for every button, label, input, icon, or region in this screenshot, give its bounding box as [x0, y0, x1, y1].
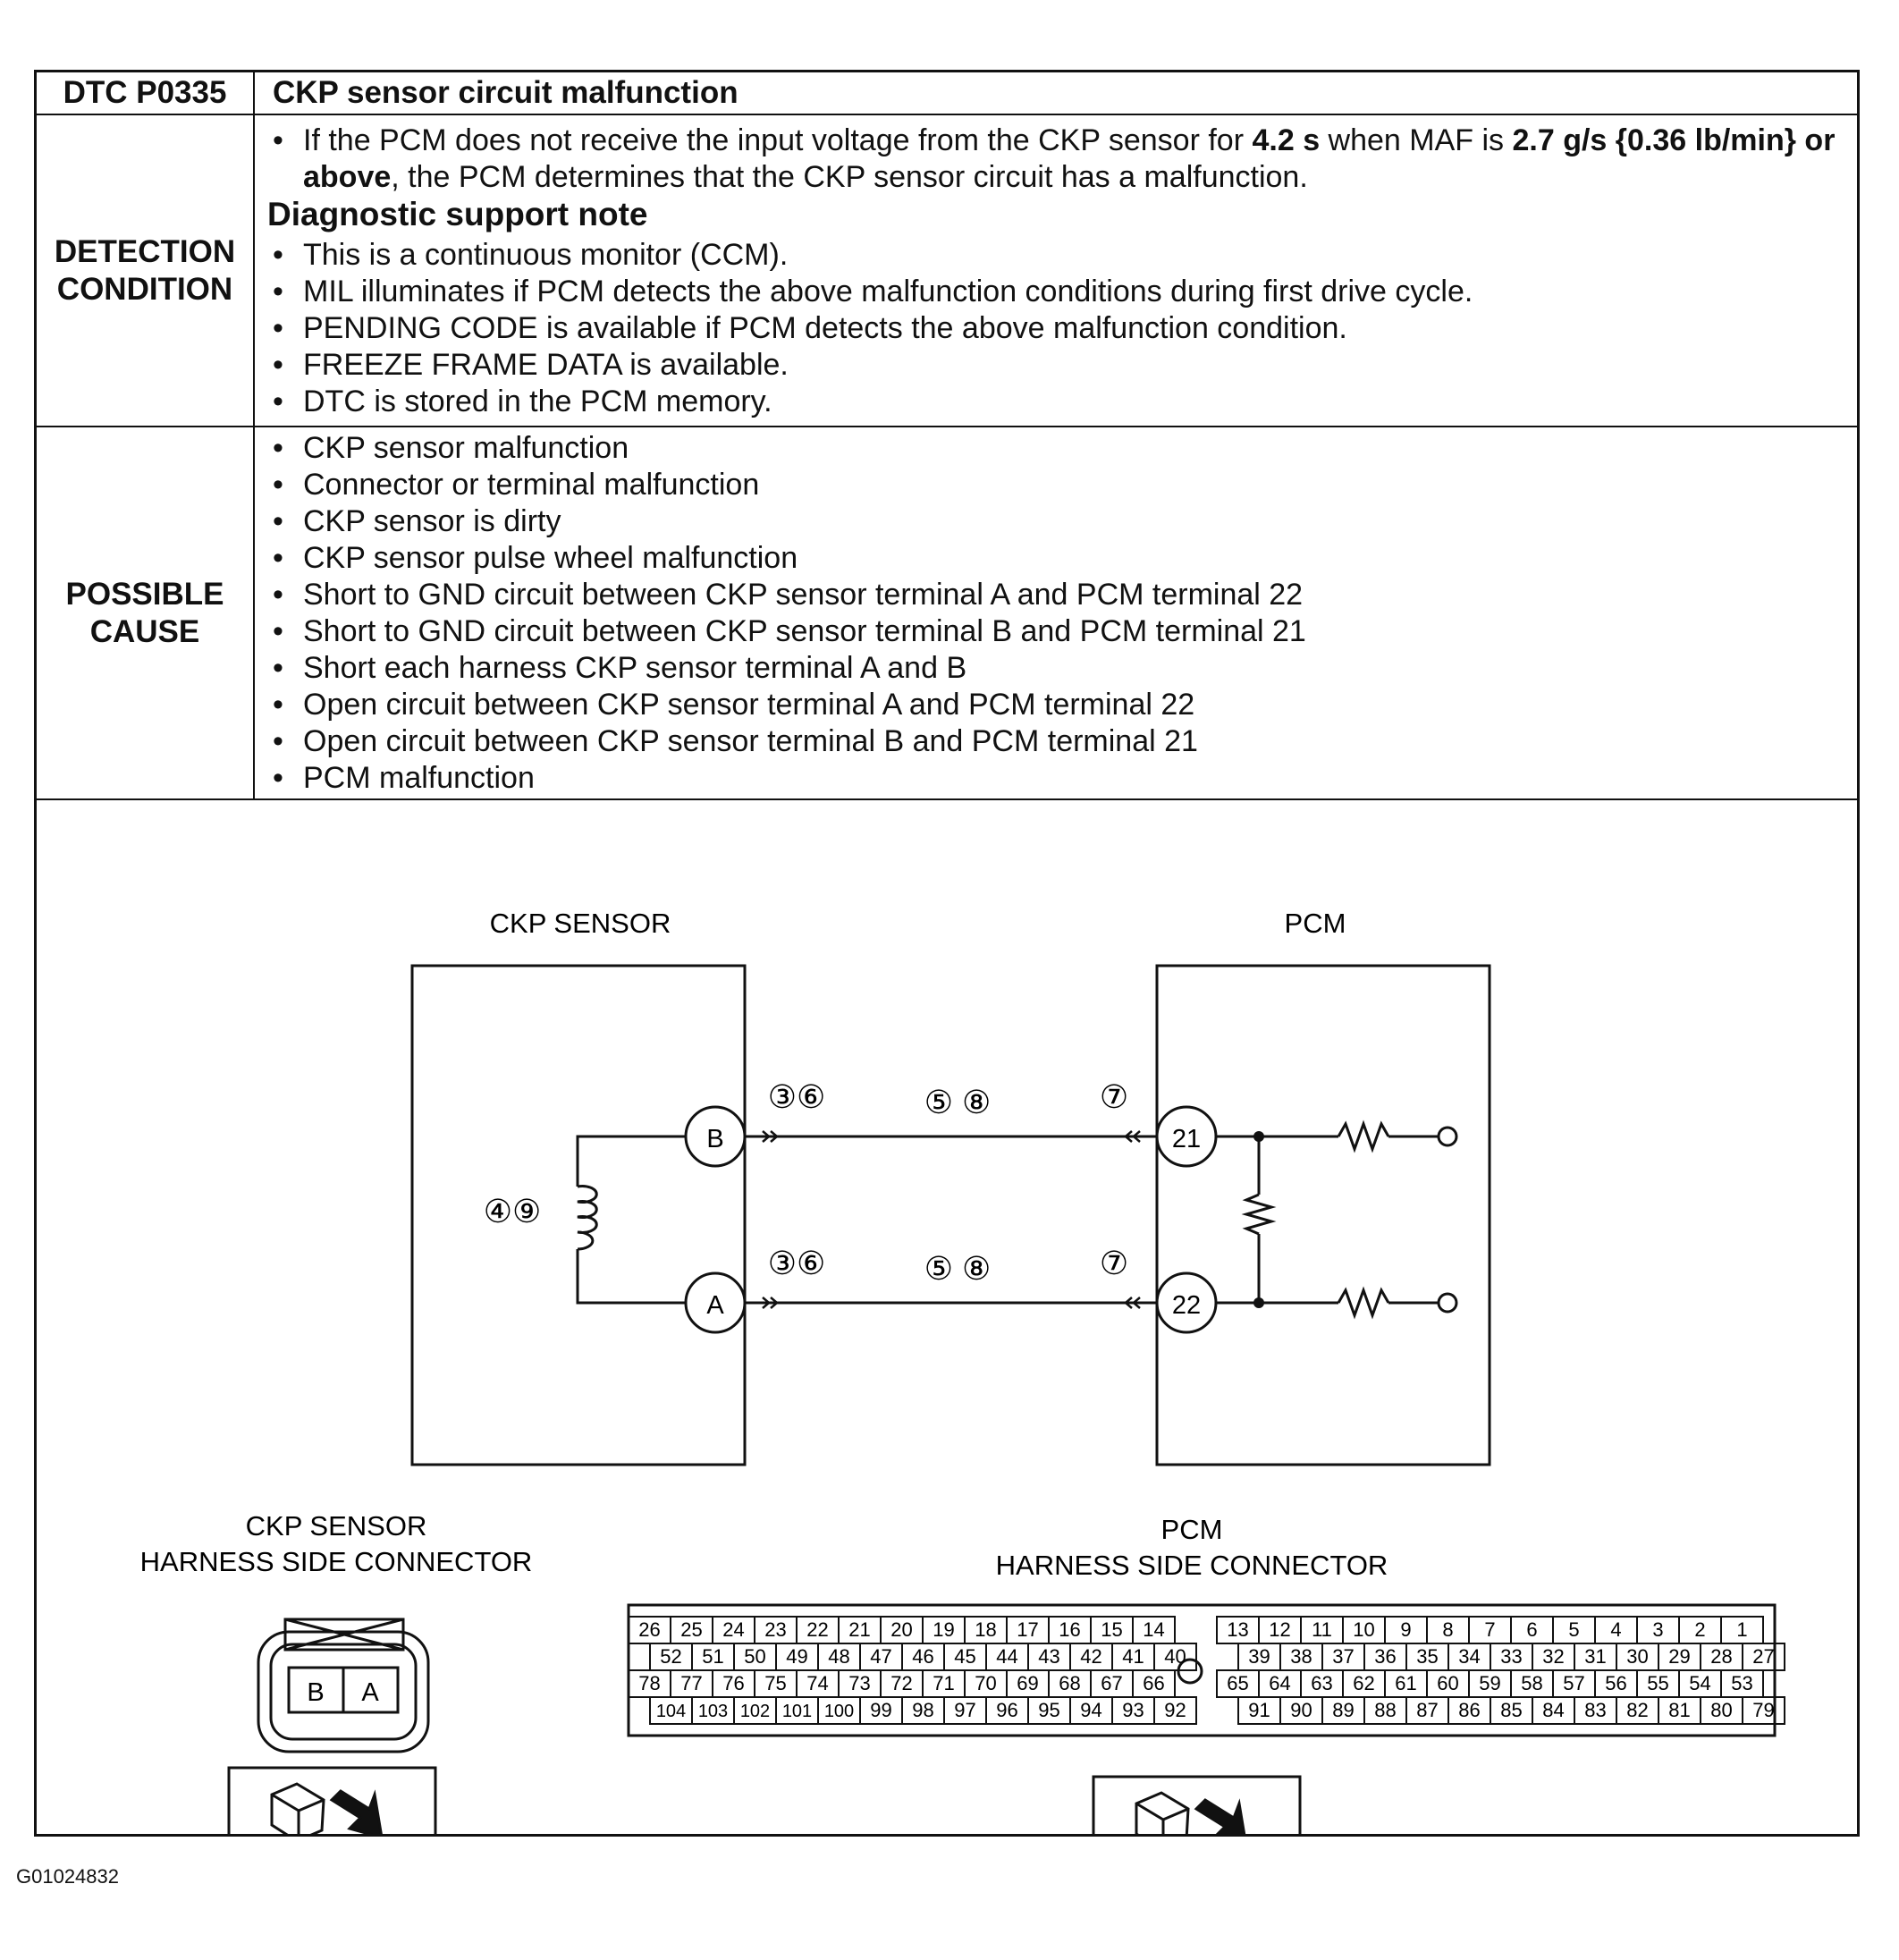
pcm-pin-label: 47: [870, 1645, 892, 1668]
ckp-connector-title: CKP SENSOR: [245, 1510, 427, 1542]
pcm-pin-label: 38: [1290, 1645, 1312, 1668]
pcm-pin-label: 11: [1312, 1618, 1332, 1641]
note-item: • This is a continuous monitor (CCM).: [267, 237, 1844, 274]
pcm-pin-label: 41: [1122, 1645, 1144, 1668]
pcm-pin-label: 59: [1479, 1672, 1501, 1694]
pcm-pin-label: 70: [975, 1672, 997, 1694]
cause-item: • Short each harness CKP sensor terminal A and B: [267, 650, 1844, 687]
pcm-pin-label: 94: [1080, 1699, 1102, 1721]
pcm-pin-label: 39: [1248, 1645, 1270, 1668]
pcm-pin-label: 81: [1668, 1699, 1691, 1721]
possible-cause-label: POSSIBLE CAUSE: [37, 427, 255, 798]
pcm-pin-label: 93: [1122, 1699, 1144, 1721]
pcm-terminal-21-label: 21: [1171, 1125, 1202, 1153]
possible-cause-row: [37, 427, 1857, 800]
pcm-pin-label: 24: [722, 1618, 745, 1641]
note-item: • PENDING CODE is available if PCM detects the above malfunction condition.: [267, 310, 1844, 347]
wiring-diagram: [37, 800, 1857, 1834]
step-ref-coil: ④⑨: [483, 1193, 542, 1229]
pcm-box: [1157, 966, 1490, 1465]
detection-row: [37, 115, 1857, 427]
pcm-pin-label: 96: [996, 1699, 1018, 1721]
pcm-pin-label: 56: [1605, 1672, 1627, 1694]
pcm-pin-label: 82: [1626, 1699, 1649, 1721]
pcm-pin-label: 88: [1374, 1699, 1397, 1721]
cause-item: • CKP sensor malfunction: [267, 430, 1844, 467]
pcm-pin-label: 53: [1731, 1672, 1753, 1694]
pcm-pin-label: 51: [702, 1645, 724, 1668]
pcm-pin-label: 27: [1752, 1645, 1775, 1668]
cause-item: • PCM malfunction: [267, 760, 1844, 797]
dtc-table: [34, 70, 1860, 1837]
cause-item: • CKP sensor pulse wheel malfunction: [267, 540, 1844, 577]
diagnostic-note-heading: Diagnostic support note: [267, 196, 648, 232]
pcm-pin-label: 89: [1332, 1699, 1355, 1721]
pcm-pin-label: 58: [1521, 1672, 1543, 1694]
pcm-pin-label: 23: [764, 1618, 787, 1641]
pcm-pin-label: 18: [975, 1618, 997, 1641]
pcm-pin-label: 8: [1442, 1618, 1454, 1641]
step-ref-pcm-22: ⑦: [1099, 1245, 1129, 1281]
pcm-pin-label: 5: [1568, 1618, 1580, 1641]
pcm-pin-label: 61: [1395, 1672, 1417, 1694]
pcm-pin-label: 33: [1500, 1645, 1523, 1668]
pcm-pin-label: 14: [1143, 1618, 1165, 1641]
pcm-pin-label: 19: [933, 1618, 955, 1641]
pcm-pin-label: 3: [1652, 1618, 1664, 1641]
pcm-pin-label: 72: [890, 1672, 913, 1694]
pcm-pin-label: 22: [806, 1618, 829, 1641]
pcm-pin-label: 44: [996, 1645, 1018, 1668]
sensor-terminal-a-label: A: [706, 1291, 724, 1320]
pcm-pin-label: 91: [1248, 1699, 1270, 1721]
pcm-pin-label: 54: [1689, 1672, 1711, 1694]
step-ref-sensor-b: ③⑥: [767, 1078, 826, 1115]
pcm-pin-label: 26: [638, 1618, 661, 1641]
pcm-pin-label: 101: [781, 1702, 813, 1721]
ckp-sensor-title: CKP SENSOR: [489, 908, 671, 939]
detection-main: [267, 122, 1844, 196]
pcm-pin-label: 42: [1080, 1645, 1102, 1668]
step-ref-sensor-a: ③⑥: [767, 1245, 826, 1281]
pcm-pin-label: 100: [823, 1702, 855, 1721]
pcm-pin-label: 28: [1710, 1645, 1733, 1668]
pcm-pins-left: [629, 1617, 1196, 1724]
pcm-pin-label: 55: [1647, 1672, 1669, 1694]
pcm-pin-label: 49: [786, 1645, 808, 1668]
sensor-terminal-b-label: B: [706, 1125, 724, 1153]
pcm-pin-label: 12: [1269, 1618, 1291, 1641]
pcm-pin-label: 76: [722, 1672, 745, 1694]
ckp-connector-pin-b: B: [307, 1678, 325, 1707]
pcm-pin-label: 83: [1584, 1699, 1607, 1721]
pcm-pin-label: 20: [890, 1618, 913, 1641]
pcm-pin-label: 15: [1101, 1618, 1123, 1641]
pcm-connector-subtitle: HARNESS SIDE CONNECTOR: [995, 1550, 1388, 1581]
pcm-pin-label: 46: [912, 1645, 934, 1668]
pcm-pin-label: 87: [1416, 1699, 1439, 1721]
cause-list: [267, 430, 1844, 797]
pcm-pin-label: 71: [933, 1672, 955, 1694]
pcm-pin-label: 10: [1353, 1618, 1375, 1641]
pcm-pin-label: 4: [1610, 1618, 1622, 1641]
dtc-title: CKP sensor circuit malfunction: [273, 75, 738, 110]
pcm-pin-label: 103: [697, 1702, 729, 1721]
pcm-pin-label: 36: [1374, 1645, 1397, 1668]
pcm-pin-label: 75: [764, 1672, 787, 1694]
pcm-pin-label: 43: [1038, 1645, 1060, 1668]
cause-item: • Connector or terminal malfunction: [267, 467, 1844, 503]
dtc-code: DTC P0335: [37, 72, 255, 114]
detection-main-text: • If the PCM does not receive the input voltage from the CKP sensor for 4.2 s when MAF is 2.7 g/s {0.36 lb/min} or above, the PCM determines that the CKP sensor circuit has a malfunction.: [267, 122, 1844, 196]
pcm-pin-label: 73: [848, 1672, 871, 1694]
junction-dot: [1253, 1297, 1264, 1308]
pcm-harness-connector: [629, 1605, 1785, 1736]
note-item: • FREEZE FRAME DATA is available.: [267, 347, 1844, 384]
diagnostic-notes: [267, 237, 1844, 420]
pcm-pin-label: 37: [1332, 1645, 1355, 1668]
pcm-terminal-22-label: 22: [1171, 1291, 1202, 1320]
cause-item: • CKP sensor is dirty: [267, 503, 1844, 540]
pcm-pin-label: 9: [1400, 1618, 1412, 1641]
step-ref-pcm-21: ⑦: [1099, 1078, 1129, 1115]
pcm-pin-label: 6: [1526, 1618, 1538, 1641]
cause-item: • Short to GND circuit between CKP sensor terminal A and PCM terminal 22: [267, 577, 1844, 613]
pcm-pin-label: 30: [1626, 1645, 1649, 1668]
pcm-title: PCM: [1284, 908, 1346, 939]
pcm-pin-label: 104: [655, 1702, 687, 1721]
pcm-pin-label: 17: [1017, 1618, 1039, 1641]
pcm-pin-label: 102: [739, 1702, 771, 1721]
cause-item: • Open circuit between CKP sensor terminal B and PCM terminal 21: [267, 723, 1844, 760]
pcm-pin-label: 80: [1710, 1699, 1733, 1721]
pcm-pin-label: 21: [848, 1618, 871, 1641]
pcm-pin-label: 31: [1584, 1645, 1607, 1668]
ckp-connector-subtitle: HARNESS SIDE CONNECTOR: [139, 1546, 533, 1577]
sensor-coil: [578, 1136, 715, 1303]
pcm-pin-label: 92: [1164, 1699, 1186, 1721]
pcm-pin-label: 60: [1437, 1672, 1459, 1694]
pcm-pin-label: 62: [1353, 1672, 1375, 1694]
pcm-pin-label: 52: [660, 1645, 682, 1668]
pcm-pin-label: 35: [1416, 1645, 1439, 1668]
pcm-pin-label: 29: [1668, 1645, 1691, 1668]
detection-label: DETECTION CONDITION: [37, 115, 255, 426]
pcm-pin-label: 16: [1059, 1618, 1081, 1641]
note-item: • DTC is stored in the PCM memory.: [267, 384, 1844, 420]
pcm-pin-label: 50: [744, 1645, 766, 1668]
pcm-pin-label: 74: [806, 1672, 829, 1694]
pcm-pin-label: 97: [954, 1699, 976, 1721]
pcm-pin-label: 67: [1101, 1672, 1123, 1694]
pcm-connector-title: PCM: [1160, 1514, 1223, 1545]
pcm-pin-label: 64: [1269, 1672, 1291, 1694]
ckp-sensor-box: [412, 966, 745, 1465]
pcm-pin-label: 98: [912, 1699, 934, 1721]
cause-item: • Open circuit between CKP sensor terminal A and PCM terminal 22: [267, 687, 1844, 723]
pcm-pin-label: 57: [1563, 1672, 1585, 1694]
pcm-pin-label: 86: [1458, 1699, 1481, 1721]
pcm-pin-label: 25: [680, 1618, 703, 1641]
pcm-pin-label: 85: [1500, 1699, 1523, 1721]
pcm-pin-label: 48: [828, 1645, 850, 1668]
step-ref-wire-b: ⑤ ⑧: [924, 1084, 992, 1120]
junction-dot: [1253, 1131, 1264, 1142]
header-row: [37, 72, 1857, 115]
pcm-pin-label: 68: [1059, 1672, 1081, 1694]
pcm-pin-label: 2: [1694, 1618, 1706, 1641]
pcm-pin-label: 84: [1542, 1699, 1565, 1721]
pcm-internal-circuit: [1216, 1124, 1456, 1315]
view-direction-icon: [1093, 1777, 1300, 1834]
pcm-pin-label: 7: [1484, 1618, 1496, 1641]
view-direction-icon: [229, 1768, 435, 1834]
pcm-pin-label: 95: [1038, 1699, 1060, 1721]
pcm-pin-label: 90: [1290, 1699, 1312, 1721]
pcm-pin-label: 45: [954, 1645, 976, 1668]
ckp-harness-connector: [258, 1619, 428, 1752]
pcm-pin-label: 65: [1227, 1672, 1249, 1694]
pcm-pin-label: 63: [1311, 1672, 1333, 1694]
pcm-pin-label: 79: [1752, 1699, 1775, 1721]
pcm-pin-label: 34: [1458, 1645, 1481, 1668]
pcm-pin-label: 1: [1736, 1618, 1748, 1641]
pcm-pin-label: 78: [638, 1672, 661, 1694]
step-ref-wire-a: ⑤ ⑧: [924, 1250, 992, 1287]
pcm-pin-label: 13: [1227, 1618, 1249, 1641]
pcm-pin-label: 66: [1143, 1672, 1165, 1694]
pcm-pins-right: [1217, 1617, 1785, 1724]
note-item: • MIL illuminates if PCM detects the above malfunction conditions during first drive cycle.: [267, 274, 1844, 310]
pcm-pin-label: 99: [870, 1699, 892, 1721]
figure-code: G01024832: [16, 1865, 119, 1888]
pcm-pin-label: 69: [1017, 1672, 1039, 1694]
pcm-pin-label: 40: [1164, 1645, 1186, 1668]
pcm-pin-label: 77: [680, 1672, 703, 1694]
cause-item: • Short to GND circuit between CKP sensor terminal B and PCM terminal 21: [267, 613, 1844, 650]
ckp-connector-pin-a: A: [361, 1678, 379, 1707]
pcm-pin-label: 32: [1542, 1645, 1565, 1668]
